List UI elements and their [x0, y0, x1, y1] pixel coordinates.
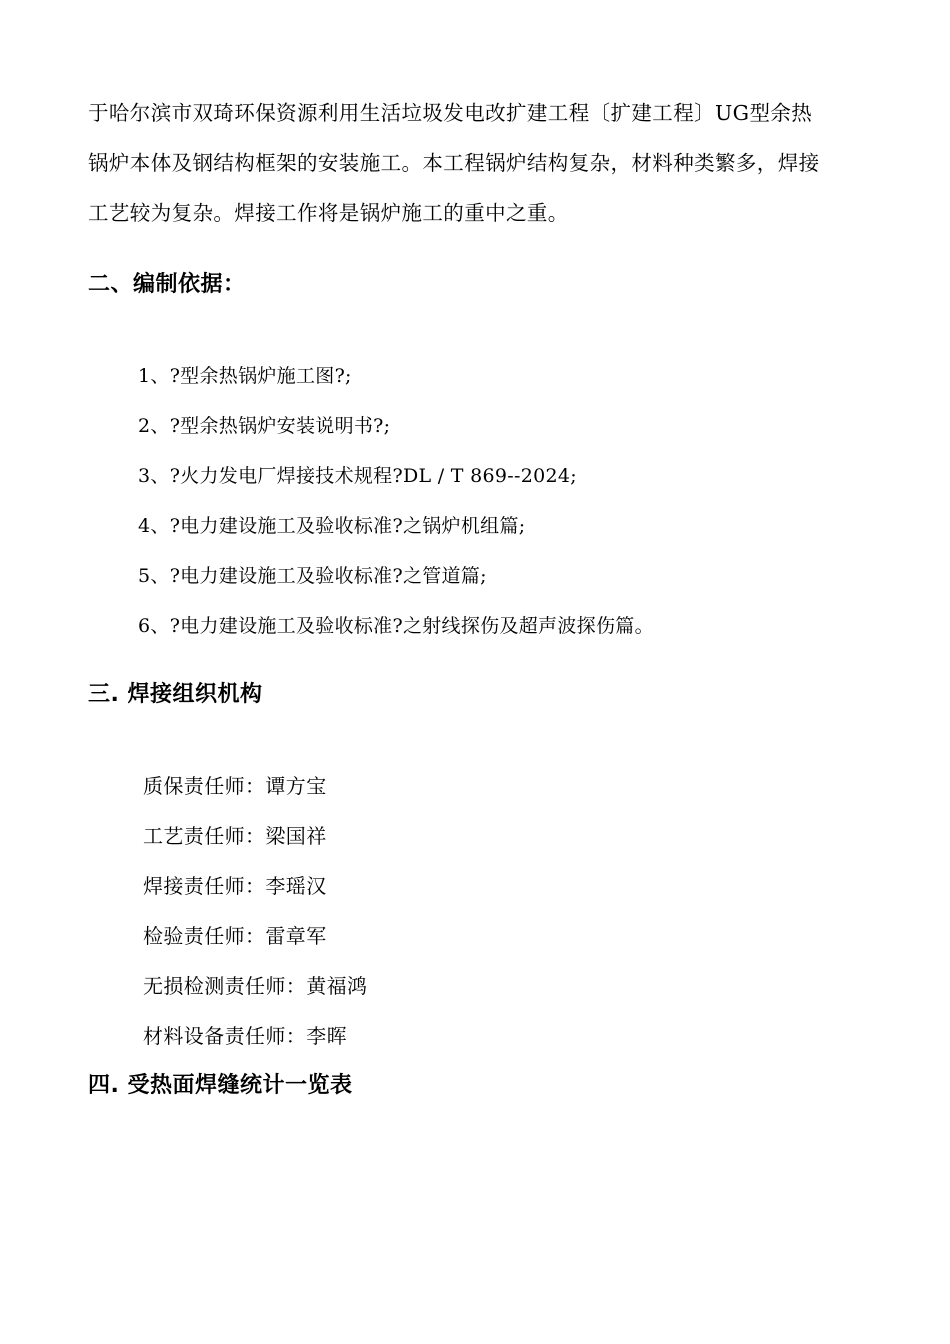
- intro-line-1: 于哈尔滨市双琦环保资源利用生活垃圾发电改扩建工程〔扩建工程〕UG型余热: [88, 101, 813, 125]
- intro-line-2: 锅炉本体及钢结构框架的安装施工。本工程锅炉结构复杂，材料种类繁多，焊接: [88, 151, 820, 175]
- basis-item-1: 1、?型余热锅炉施工图?;: [138, 365, 352, 387]
- staff-materials: 材料设备责任师：李晖: [143, 1024, 347, 1048]
- intro-line-3: 工艺较为复杂。焊接工作将是锅炉施工的重中之重。: [88, 201, 569, 225]
- section-heading-weld-statistics: 四. 受热面焊缝统计一览表: [88, 1073, 353, 1098]
- basis-item-2: 2、?型余热锅炉安装说明书?;: [138, 415, 391, 437]
- basis-item-5: 5、?电力建设施工及验收标准?之管道篇;: [138, 565, 487, 587]
- staff-quality-assurance: 质保责任师：谭方宝: [143, 774, 327, 798]
- staff-ndt: 无损检测责任师：黄福鸿: [143, 974, 368, 998]
- staff-inspection: 检验责任师：雷章军: [143, 924, 327, 948]
- basis-item-4: 4、?电力建设施工及验收标准?之锅炉机组篇;: [138, 515, 526, 537]
- basis-item-3: 3、?火力发电厂焊接技术规程?DL / T 869--2024;: [138, 465, 577, 487]
- basis-item-6: 6、?电力建设施工及验收标准?之射线探伤及超声波探伤篇。: [138, 615, 654, 637]
- section-heading-basis: 二、编制依据：: [88, 272, 246, 297]
- section-heading-organization: 三. 焊接组织机构: [88, 682, 263, 707]
- staff-process: 工艺责任师：梁国祥: [143, 824, 327, 848]
- staff-welding: 焊接责任师：李瑶汉: [143, 874, 327, 898]
